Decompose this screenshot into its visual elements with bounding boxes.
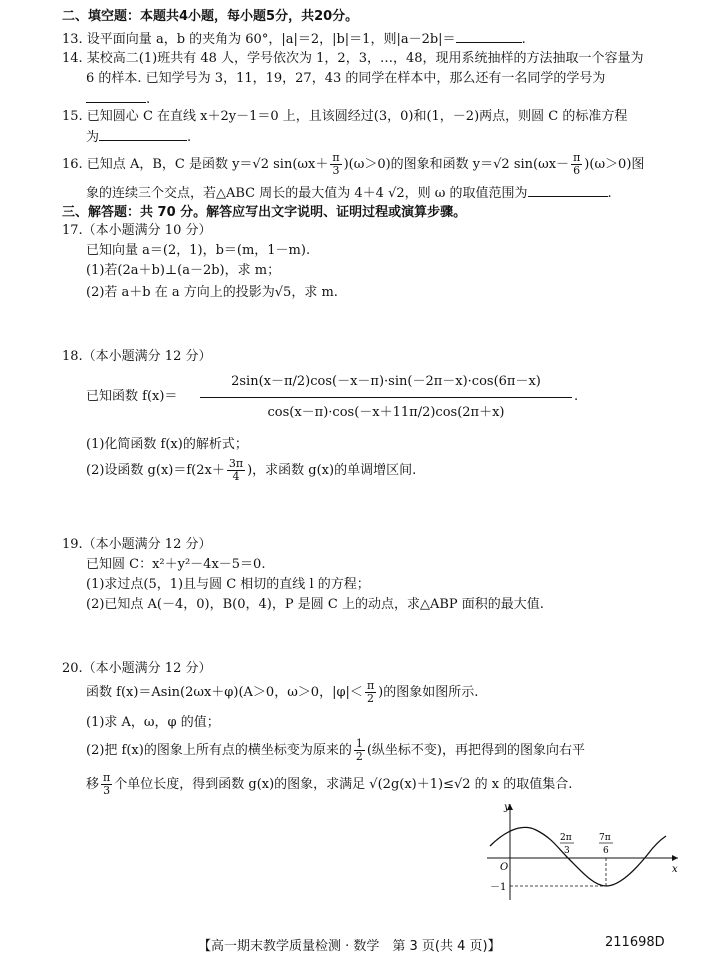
q20-part2-d: 个单位长度，得到函数 g(x)的图象，求满足 √(2g(x)＋1)≤√2 的 x 的取值集合. <box>114 777 573 792</box>
q19-title: 19.（本小题满分 12 分） <box>62 537 212 552</box>
tick1-den: 3 <box>564 846 570 856</box>
q16-frac1-den: 3 <box>332 164 340 177</box>
q20-given <box>86 680 478 706</box>
q13-blank <box>456 30 522 43</box>
q20-given-den: 2 <box>367 692 375 705</box>
q19-part2: (2)已知点 A(－4，0)，B(0，4)，P 是圆 C 上的动点，求△ABP 面积的最大值. <box>86 597 544 612</box>
footer-center: 【高一期末教学质量检测 · 数学 第 3 页(共 4 页)】 <box>198 939 501 954</box>
q16-paren1: (ωx＋ <box>292 157 329 172</box>
q18-numerator: 2sin(x－π/2)cos(－x－π)·sin(－2π－x)·cos(6π－x) <box>231 374 541 389</box>
q16-frac2-den: 6 <box>573 164 581 177</box>
q16-line1: 16. 已知点 A，B，C 是函数 y＝√2 sin(ωx＋ $\frac{\pi}{3}$ )(ω＞0)的图象和函数 y＝√2 sin(ωx－ $\frac{\pi}{6}$ )(ω＞0)图 <box>62 151 645 177</box>
footer-code: 211698D <box>605 935 665 950</box>
q20-given-b: (A＞0，ω＞0，|φ|＜ <box>238 685 363 700</box>
q20-part1: (1)求 A，ω，φ 的值； <box>86 715 220 730</box>
q14-line1: 14. 某校高二(1)班共有 48 人，学号依次为 1，2，3，…，48，现用系统抽样的方法抽取一个容量为 <box>62 51 644 66</box>
q20-part2 <box>86 738 585 764</box>
q16-part1: 16. 已知点 A，B，C 是函数 y＝√2 sin <box>62 157 293 172</box>
q19-part1: (1)求过点(5，1)且与圆 C 相切的直线 l 的方程； <box>86 577 370 592</box>
q15-line2: 为 . <box>86 130 192 145</box>
q16-paren2: (ωx－ <box>533 157 570 172</box>
q20-given-c: )的图象如图所示. <box>378 685 479 700</box>
q20-part2-c-frac <box>101 772 112 797</box>
q19-given: 已知圆 C：x²＋y²－4x－5＝0. <box>86 557 266 572</box>
q14-blank <box>86 90 146 103</box>
q18-part2-paren: (2x＋ <box>191 463 225 478</box>
section3-heading: 三、解答题：共 70 分。解答应写出文字说明、证明过程或演算步骤。 <box>62 205 467 220</box>
sine-curve <box>490 827 666 886</box>
q13: 13. 设平面向量 a，b 的夹角为 60°，|a|＝2，|b|＝1，则|a－2b|＝ . <box>62 32 526 47</box>
q18-part2-den: 4 <box>232 470 240 483</box>
q20-part2-num: 1 <box>355 737 363 750</box>
q15-line1: 15. 已知圆心 C 在直线 x＋2y－1＝0 上，且该圆经过(3，0)和(1，－2)两点，则圆 C 的标准方程 <box>62 109 628 124</box>
q18-fraction-bar <box>200 397 572 398</box>
q16-part3: (ω＞0)图 <box>589 157 645 172</box>
q16-frac1 <box>330 152 341 177</box>
q20-given-num: π <box>366 679 375 692</box>
q18-denominator: cos(x－π)·cos(－x＋11π/2)cos(2π＋x) <box>267 405 505 420</box>
q14-line2-text: 6 的样本. 已知学号为 3，11，19，27，43 的同学在样本中，那么还有一名同学的学号为 <box>86 71 606 86</box>
q16-frac1-num: π <box>332 151 340 164</box>
ymin-label: －1 <box>490 882 507 893</box>
q15-line2-text: 为 <box>86 130 100 145</box>
section2-heading: 二、填空题：本题共4小题，每小题5分，共20分。 <box>62 9 359 24</box>
q18-part2-num: 3π <box>228 457 244 470</box>
q18-part2-a: (2)设函数 g(x)＝f <box>86 463 192 478</box>
q20-part2-den: 2 <box>355 750 363 763</box>
q20-part2-frac <box>354 738 365 763</box>
q13-text: 13. 设平面向量 a，b 的夹角为 60°，|a|＝2，|b|＝1，则|a－2b|＝ <box>62 32 456 47</box>
q20-given-frac <box>365 680 376 705</box>
q20-part2-a: (2)把 f(x)的图象上所有点的横坐标变为原来的 <box>86 743 352 758</box>
q20-part2-cont <box>86 772 572 798</box>
q16-part2: (ω＞0)的图象和函数 y＝√2 sin <box>348 157 534 172</box>
y-label: y <box>504 802 510 813</box>
q14-blank-line: . <box>86 90 150 109</box>
q17-given: 已知向量 a＝(2，1)，b＝(m，1－m). <box>86 243 311 258</box>
q20-part2-c: 移 <box>86 777 100 792</box>
x-axis-arrow <box>672 855 678 861</box>
q18-part2-frac <box>227 458 245 483</box>
q20-part2-c-den: 3 <box>103 784 111 797</box>
sine-graph <box>482 800 682 905</box>
q18-part2 <box>86 458 416 484</box>
tick2-num: 7π <box>599 833 611 843</box>
q16-frac2-num: π <box>573 151 581 164</box>
q16-blank <box>528 184 608 197</box>
tick2-den: 6 <box>603 846 609 856</box>
q17-title: 17.（本小题满分 10 分） <box>62 223 212 238</box>
q16-line2-text: 象的连续三个交点，若△ABC 周长的最大值为 4＋4 √2，则 ω 的取值范围为 <box>86 186 528 201</box>
q20-part2-b: (纵坐标不变)，再把得到的图象向右平 <box>366 743 585 758</box>
q18-part1: (1)化简函数 f(x)的解析式； <box>86 437 248 452</box>
q18-part2-b: )，求函数 g(x)的单调增区间. <box>247 463 417 478</box>
x-label: x <box>672 864 678 875</box>
q14-line2 <box>86 70 605 88</box>
q20-part2-c-num: π <box>103 771 111 784</box>
q20-given-a: 函数 f(x)＝Asin(2ωx＋φ) <box>86 685 239 700</box>
q18-period: . <box>574 389 579 404</box>
q20-title: 20.（本小题满分 12 分） <box>62 661 212 676</box>
q15-blank <box>99 128 187 141</box>
q17-part2: (2)若 a＋b 在 a 方向上的投影为√5，求 m. <box>86 285 338 300</box>
q16-frac2 <box>571 152 582 177</box>
q17-part1: (1)若(2a＋b)⊥(a－2b)，求 m； <box>86 263 281 278</box>
q18-title: 18.（本小题满分 12 分） <box>62 349 212 364</box>
q18-lead: 已知函数 f(x)＝ <box>86 389 178 404</box>
tick1-num: 2π <box>560 833 572 843</box>
origin-label: O <box>500 862 509 873</box>
q16-line2: 象的连续三个交点，若△ABC 周长的最大值为 4＋4 √2，则 ω 的取值范围为 . <box>86 186 612 201</box>
